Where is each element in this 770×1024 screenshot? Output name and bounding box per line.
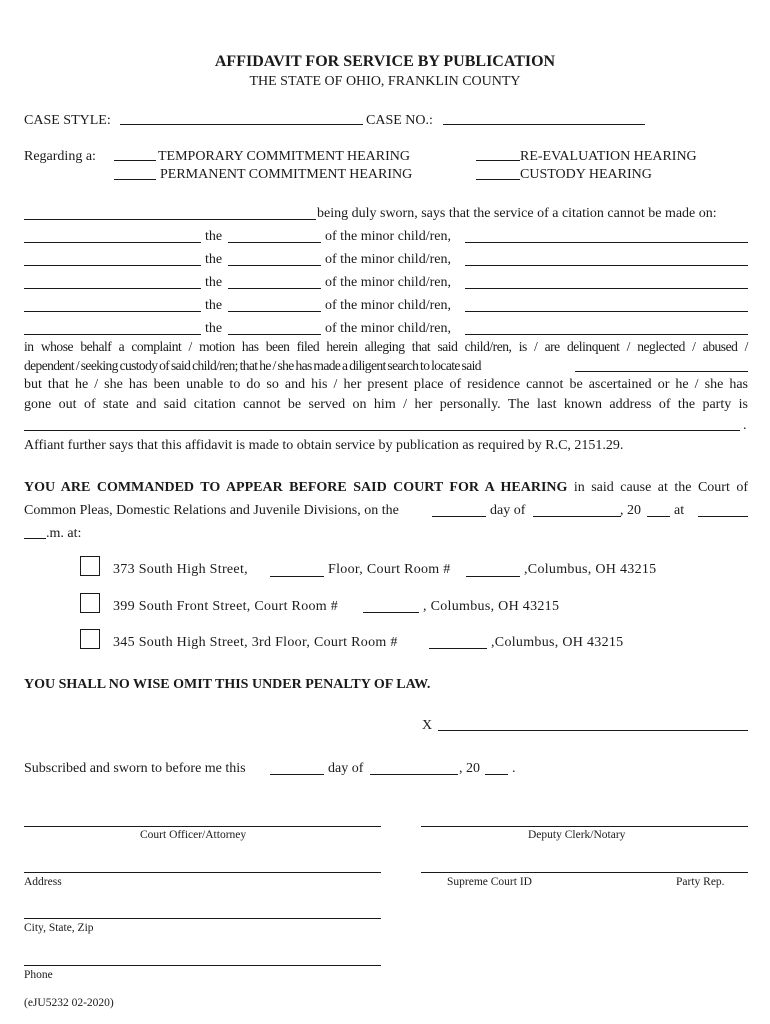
party-rep-label: Party Rep. [676, 876, 725, 888]
affiant-further-statement: Affiant further says that this affidavit is made to obtain service by publication as required by R.C, 2151.29. [24, 438, 624, 453]
subscribed-day-field[interactable] [270, 774, 324, 775]
party-name-field[interactable] [24, 311, 201, 312]
am-pm-field[interactable] [24, 538, 46, 539]
affiant-name-field[interactable] [24, 219, 316, 220]
phone-label: Phone [24, 969, 53, 981]
the-label: the [205, 229, 223, 244]
complaint-paragraph-line-1: in whose behalf a complaint / motion has been filed herein alleging that said child/ren, is / are delinquent / neglected / abused / [24, 339, 748, 354]
location-345-city: ,Columbus, OH 43215 [491, 635, 624, 650]
child-name-field[interactable] [465, 288, 748, 289]
command-line-1 [24, 480, 748, 496]
re-evaluation-blank[interactable] [476, 160, 520, 161]
party-name-field[interactable] [24, 242, 201, 243]
the-label: the [205, 275, 223, 290]
hearing-month-field[interactable] [533, 516, 621, 517]
permanent-commitment-blank[interactable] [114, 179, 156, 180]
case-style-field[interactable] [120, 124, 363, 125]
the-label: the [205, 298, 223, 313]
deputy-clerk-signature-field[interactable] [421, 826, 748, 827]
location-373-address: 373 South High Street, [113, 562, 248, 577]
case-no-field[interactable] [443, 124, 645, 125]
subscribed-month-field[interactable] [370, 774, 458, 775]
location-373-floor-field[interactable] [270, 576, 324, 577]
location-345-address: 345 South High Street, 3rd Floor, Court Room # [113, 635, 398, 650]
court-officer-label: Court Officer/Attorney [140, 829, 247, 841]
child-name-field[interactable] [465, 242, 748, 243]
temporary-commitment-blank[interactable] [114, 160, 156, 161]
affiant-signature-field[interactable] [438, 730, 748, 731]
party-name-field[interactable] [24, 288, 201, 289]
minor-child-label: of the minor child/ren, [325, 298, 451, 313]
the-label: the [205, 321, 223, 336]
child-name-field[interactable] [465, 334, 748, 335]
address-period: . [743, 418, 747, 433]
form-title: AFFIDAVIT FOR SERVICE BY PUBLICATION [214, 53, 556, 70]
relationship-field[interactable] [228, 242, 321, 243]
location-373-city: ,Columbus, OH 43215 [524, 562, 657, 577]
minor-child-label: of the minor child/ren, [325, 321, 451, 336]
relationship-field[interactable] [228, 311, 321, 312]
address-label: Address [24, 876, 62, 888]
party-to-locate-field[interactable] [575, 371, 748, 372]
signature-x-mark: X [422, 718, 433, 733]
deputy-clerk-label: Deputy Clerk/Notary [528, 829, 626, 841]
case-style-label: CASE STYLE: [24, 113, 111, 128]
court-officer-signature-field[interactable] [24, 826, 381, 827]
city-state-zip-field[interactable] [24, 918, 381, 919]
subscribed-day-of-label: day of [328, 761, 364, 776]
custody-option: CUSTODY HEARING [520, 167, 652, 182]
the-label: the [205, 252, 223, 267]
relationship-field[interactable] [228, 265, 321, 266]
sworn-statement: being duly sworn, says that the service of a citation cannot be made on: [317, 206, 717, 221]
at-label: at [674, 503, 685, 518]
minor-child-label: of the minor child/ren, [325, 229, 451, 244]
hearing-year-field[interactable] [647, 516, 670, 517]
penalty-notice: YOU SHALL NO WISE OMIT THIS UNDER PENALTY OF LAW. [24, 677, 431, 692]
day-of-label: day of [490, 503, 526, 518]
command-rest-text: in said cause at the Court of [567, 480, 748, 495]
custody-blank[interactable] [476, 179, 520, 180]
relationship-field[interactable] [228, 288, 321, 289]
location-345-room-field[interactable] [429, 648, 487, 649]
year-prefix-label: , 20 [620, 503, 641, 518]
hearing-day-field[interactable] [432, 516, 486, 517]
form-subtitle: THE STATE OF OHIO, FRANKLIN COUNTY [249, 74, 521, 89]
case-no-label: CASE NO.: [366, 113, 433, 128]
last-known-address-field[interactable] [24, 430, 740, 431]
location-373-room-field[interactable] [466, 576, 520, 577]
regarding-label: Regarding a: [24, 149, 96, 164]
subscribed-text: Subscribed and sworn to before me this [24, 761, 246, 776]
permanent-commitment-option: PERMANENT COMMITMENT HEARING [160, 167, 413, 182]
location-373-checkbox[interactable] [80, 556, 100, 576]
phone-field[interactable] [24, 965, 381, 966]
re-evaluation-option: RE-EVALUATION HEARING [520, 149, 697, 164]
location-399-city: , Columbus, OH 43215 [423, 599, 560, 614]
party-name-field[interactable] [24, 334, 201, 335]
address-field[interactable] [24, 872, 381, 873]
party-name-field[interactable] [24, 265, 201, 266]
child-name-field[interactable] [465, 311, 748, 312]
subscribed-period: . [512, 761, 516, 776]
complaint-paragraph-line-4: gone out of state and said citation cannot be served on him / her personally. The last known address of the party is [24, 397, 748, 412]
meridiem-at-label: .m. at: [46, 526, 82, 541]
location-373-floor-label: Floor, Court Room # [328, 562, 451, 577]
command-line-2-text: Common Pleas, Domestic Relations and Juvenile Divisions, on the [24, 503, 399, 518]
relationship-field[interactable] [228, 334, 321, 335]
minor-child-label: of the minor child/ren, [325, 275, 451, 290]
subscribed-year-prefix: , 20 [459, 761, 480, 776]
hearing-time-field[interactable] [698, 516, 748, 517]
temporary-commitment-option: TEMPORARY COMMITMENT HEARING [158, 149, 411, 164]
location-399-address: 399 South Front Street, Court Room # [113, 599, 339, 614]
complaint-paragraph-line-2: dependent / seeking custody of said child/ren; that he / she has made a diligent search to locate said [24, 358, 481, 373]
subscribed-year-field[interactable] [485, 774, 508, 775]
location-399-checkbox[interactable] [80, 593, 100, 613]
form-id: (eJU5232 02-2020) [24, 997, 114, 1009]
location-399-room-field[interactable] [363, 612, 419, 613]
location-345-checkbox[interactable] [80, 629, 100, 649]
minor-child-label: of the minor child/ren, [325, 252, 451, 267]
supreme-court-id-field[interactable] [421, 872, 748, 873]
complaint-paragraph-line-3: but that he / she has been unable to do so and his / her present place of residence cannot be ascertained or he / she has [24, 377, 748, 392]
supreme-court-id-label: Supreme Court ID [447, 876, 532, 888]
command-bold-text: YOU ARE COMMANDED TO APPEAR BEFORE SAID COURT FOR A HEARING [24, 480, 568, 495]
child-name-field[interactable] [465, 265, 748, 266]
city-state-zip-label: City, State, Zip [24, 922, 94, 934]
